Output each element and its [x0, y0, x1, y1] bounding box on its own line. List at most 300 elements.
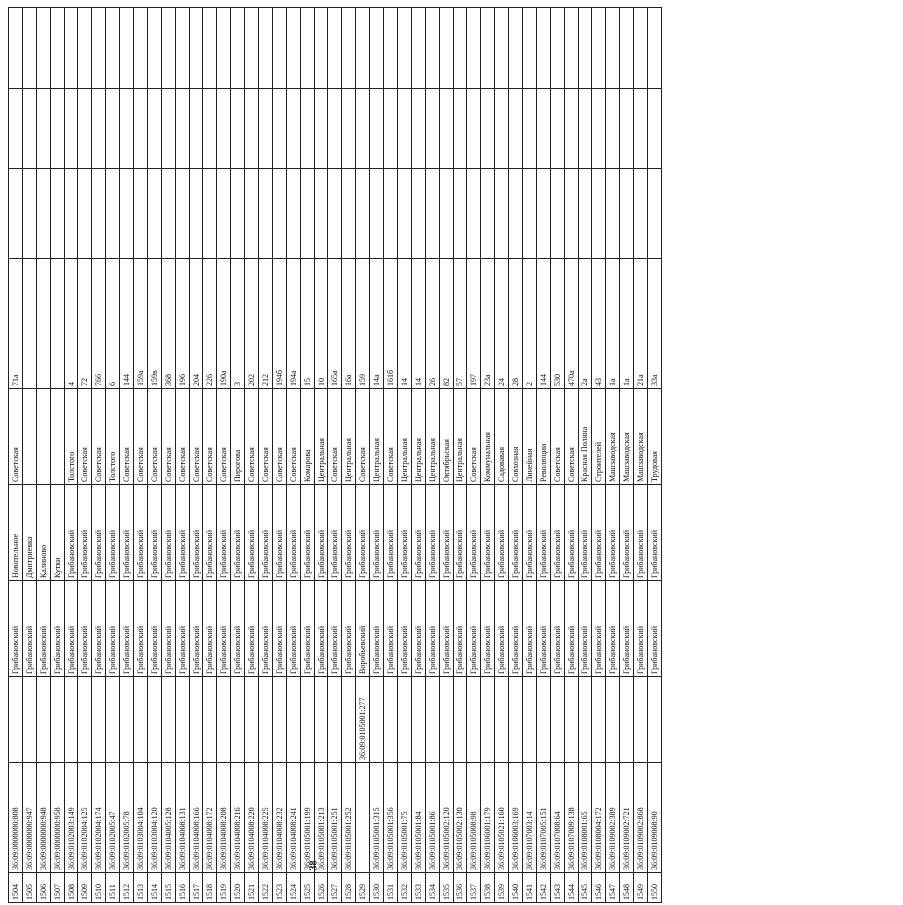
table-cell: 1516	[175, 873, 189, 903]
table-cell: 82	[439, 259, 453, 389]
table-row	[536, 8, 550, 903]
table-cell	[147, 89, 161, 169]
table-row	[92, 8, 106, 903]
table-cell	[272, 677, 286, 763]
table-cell: Советская	[550, 389, 564, 485]
table-cell	[300, 677, 314, 763]
table-cell: Совхозная	[509, 389, 523, 485]
table-cell	[259, 89, 273, 169]
table-cell: Советская	[78, 389, 92, 485]
table-cell: 1506	[36, 873, 50, 903]
table-cell: Грибановский	[175, 581, 189, 677]
table-cell	[245, 89, 259, 169]
table-cell	[592, 677, 606, 763]
table-row	[106, 8, 120, 903]
table-cell	[231, 169, 245, 259]
table-cell: 1535	[439, 873, 453, 903]
table-cell: Грибановский	[397, 485, 411, 581]
table-cell: 36:09:0105021:160	[495, 763, 509, 873]
table-cell: 36:09:0105001:199	[300, 763, 314, 873]
table-cell	[286, 677, 300, 763]
table-cell: 1а	[606, 259, 620, 389]
table-cell: 1521	[245, 873, 259, 903]
table-cell: 1505	[22, 873, 36, 903]
table-cell: Грибановский	[453, 485, 467, 581]
table-cell	[356, 169, 370, 259]
table-cell: Советская	[217, 389, 231, 485]
table-cell	[314, 8, 328, 89]
table-cell	[245, 169, 259, 259]
table-cell	[134, 89, 148, 169]
table-cell: 36:09:0108001:65	[578, 763, 592, 873]
table-cell: 36:09:0105001:75	[397, 763, 411, 873]
table-cell	[606, 89, 620, 169]
table-cell: Грибановский	[189, 485, 203, 581]
table-cell: 1527	[328, 873, 342, 903]
table-cell: 1550	[647, 873, 661, 903]
table-cell: 1540	[509, 873, 523, 903]
table-cell: 36:09:0105002:120	[439, 763, 453, 873]
table-cell: Грибановский	[106, 581, 120, 677]
table-cell	[467, 8, 481, 89]
table-cell: Грибановский	[300, 485, 314, 581]
table-cell	[425, 8, 439, 89]
table-cell: Грибановский	[217, 485, 231, 581]
table-cell	[356, 763, 370, 873]
table-cell	[272, 89, 286, 169]
table-row	[453, 8, 467, 903]
table-cell	[397, 89, 411, 169]
table-cell: Грибановский	[606, 581, 620, 677]
table-cell	[147, 169, 161, 259]
table-cell	[300, 89, 314, 169]
table-cell	[328, 677, 342, 763]
table-cell: Центральная	[411, 389, 425, 485]
table-cell: 1537	[467, 873, 481, 903]
table-cell	[120, 677, 134, 763]
table-cell: Грибановский	[231, 581, 245, 677]
table-row	[9, 8, 23, 903]
table-cell	[453, 89, 467, 169]
table-cell: 36:09:0104005:128	[161, 763, 175, 873]
table-cell: Грибановский	[134, 485, 148, 581]
table-cell: 1507	[50, 873, 64, 903]
table-cell: Дмитриевка	[22, 485, 36, 581]
table-cell	[50, 389, 64, 485]
table-cell: Грибановский	[272, 485, 286, 581]
table-cell: Грибановский	[64, 581, 78, 677]
table-cell: Грибановский	[606, 485, 620, 581]
table-cell: 28	[509, 259, 523, 389]
table-cell: Грибановский	[342, 485, 356, 581]
table-cell: Грибановский	[328, 581, 342, 677]
table-cell	[161, 677, 175, 763]
table-cell	[300, 169, 314, 259]
table-cell	[522, 677, 536, 763]
table-cell	[578, 677, 592, 763]
table-row	[64, 8, 78, 903]
table-cell	[425, 169, 439, 259]
table-cell: 144	[120, 259, 134, 389]
table-cell	[9, 8, 23, 89]
table-cell	[411, 8, 425, 89]
table-cell	[64, 8, 78, 89]
table-cell: Центральная	[314, 389, 328, 485]
table-cell: 36:09:0106001:179	[481, 763, 495, 873]
table-cell: Грибановский	[217, 581, 231, 677]
table-cell	[495, 8, 509, 89]
table-cell: Советская	[245, 389, 259, 485]
table-cell: Грибановский	[203, 485, 217, 581]
table-cell	[634, 677, 648, 763]
table-cell	[384, 89, 398, 169]
table-cell: Советская	[467, 389, 481, 485]
table-cell: 36:09:0105008:98	[467, 763, 481, 873]
table-cell: 36:09:0107008:64	[550, 763, 564, 873]
table-cell: 1541	[522, 873, 536, 903]
table-cell: Грибановский	[9, 581, 23, 677]
table-cell	[536, 89, 550, 169]
table-cell: 36:09:0000000:948	[36, 763, 50, 873]
table-cell: Советская	[9, 389, 23, 485]
table-cell	[356, 89, 370, 169]
table-row	[495, 8, 509, 903]
table-cell: 196	[175, 259, 189, 389]
table-cell: 36:09:0102005:78	[120, 763, 134, 873]
table-cell: 1519	[217, 873, 231, 903]
table-cell	[564, 89, 578, 169]
table-cell: Грибановский	[439, 485, 453, 581]
table-cell	[314, 89, 328, 169]
table-cell	[481, 169, 495, 259]
table-cell	[647, 677, 661, 763]
table-cell: 21а	[634, 259, 648, 389]
table-cell: Центральная	[370, 389, 384, 485]
table-cell	[634, 89, 648, 169]
table-cell: 212	[259, 259, 273, 389]
table-cell: 36:09:0104008:131	[175, 763, 189, 873]
table-cell: Грибановский	[314, 581, 328, 677]
table-cell: Грибановский	[620, 485, 634, 581]
table-cell: 36:09:0108004:172	[592, 763, 606, 873]
table-cell: 36:09:0104008:241	[286, 763, 300, 873]
table-cell: Садовавая	[495, 389, 509, 485]
table-cell: Грибановский	[647, 485, 661, 581]
table-cell	[384, 677, 398, 763]
table-cell	[22, 259, 36, 389]
table-cell: Центральная	[397, 389, 411, 485]
table-cell: 36:09:0000000:947	[22, 763, 36, 873]
table-cell	[467, 89, 481, 169]
table-cell: Советская	[189, 389, 203, 485]
registry-rows	[9, 8, 662, 903]
table-cell: Грибановский	[161, 485, 175, 581]
table-cell	[606, 677, 620, 763]
table-cell: Грибановский	[106, 485, 120, 581]
table-row	[22, 8, 36, 903]
table-cell: 190а	[217, 259, 231, 389]
table-cell: 1511	[106, 873, 120, 903]
table-cell: 1510	[92, 873, 106, 903]
table-cell	[175, 169, 189, 259]
table-cell: 16а	[342, 259, 356, 389]
table-cell: 470а	[564, 259, 578, 389]
table-cell: 36:09:0103004:120	[147, 763, 161, 873]
table-cell: Пирогова	[231, 389, 245, 485]
table-row	[36, 8, 50, 903]
table-cell: 1542	[536, 873, 550, 903]
table-cell: Грибановский	[425, 485, 439, 581]
table-row	[314, 8, 328, 903]
table-cell: 1545	[578, 873, 592, 903]
table-cell: 14а	[370, 259, 384, 389]
table-cell: Центральная	[342, 389, 356, 485]
table-row	[134, 8, 148, 903]
table-cell: 4	[64, 259, 78, 389]
table-row	[467, 8, 481, 903]
table-cell: 36:09:0104008:232	[272, 763, 286, 873]
table-row	[50, 8, 64, 903]
table-row	[259, 8, 273, 903]
table-cell: Грибановский	[439, 581, 453, 677]
table-cell: Комарова	[300, 389, 314, 485]
table-cell: 1515	[161, 873, 175, 903]
table-cell	[217, 677, 231, 763]
table-row	[245, 8, 259, 903]
table-cell	[620, 169, 634, 259]
table-cell: Калиново	[36, 485, 50, 581]
table-cell: 530	[550, 259, 564, 389]
table-cell: Грибановский	[189, 581, 203, 677]
table-cell	[411, 677, 425, 763]
table-cell: 202	[245, 259, 259, 389]
table-cell	[495, 677, 509, 763]
table-cell	[620, 677, 634, 763]
table-cell: 1523	[272, 873, 286, 903]
table-cell: Советская	[147, 389, 161, 485]
table-cell: Грибановский	[536, 485, 550, 581]
table-cell: 26	[425, 259, 439, 389]
table-cell: Строителей	[592, 389, 606, 485]
table-cell	[22, 389, 36, 485]
table-cell: Грибановский	[564, 485, 578, 581]
table-cell: Грибановский	[147, 581, 161, 677]
table-cell: 2а	[578, 259, 592, 389]
table-cell	[50, 169, 64, 259]
table-cell	[495, 169, 509, 259]
table-cell: Грибановский	[134, 581, 148, 677]
table-cell: 2	[522, 259, 536, 389]
table-cell: Грибановский	[92, 485, 106, 581]
table-cell: Советская	[161, 389, 175, 485]
table-cell	[286, 89, 300, 169]
table-cell: 3	[231, 259, 245, 389]
table-cell: 159	[356, 259, 370, 389]
table-cell: Машзаводская	[620, 389, 634, 485]
table-cell: Грибановский	[328, 485, 342, 581]
table-cell: 1529	[356, 873, 370, 903]
table-cell: Грибановский	[272, 581, 286, 677]
table-cell: Грибановский	[78, 485, 92, 581]
table-cell: Грибановский	[647, 581, 661, 677]
table-cell	[620, 8, 634, 89]
table-cell: 72	[78, 259, 92, 389]
table-cell: Революции	[536, 389, 550, 485]
table-cell: 36:09:0105001:84	[411, 763, 425, 873]
table-cell	[397, 169, 411, 259]
table-cell: 165а	[328, 259, 342, 389]
table-cell: 1525	[300, 873, 314, 903]
table-cell	[50, 8, 64, 89]
table-cell: Грибановский	[495, 581, 509, 677]
table-cell: Машзаводская	[606, 389, 620, 485]
table-cell: 204	[189, 259, 203, 389]
table-cell: Грибановский	[286, 581, 300, 677]
table-cell	[509, 8, 523, 89]
table-cell	[328, 89, 342, 169]
table-cell	[272, 169, 286, 259]
table-cell	[536, 169, 550, 259]
table-cell	[50, 89, 64, 169]
table-cell	[22, 677, 36, 763]
table-row	[203, 8, 217, 903]
table-cell: 36:09:0107003:14	[522, 763, 536, 873]
table-cell	[64, 89, 78, 169]
table-cell: 1528	[342, 873, 356, 903]
table-cell	[134, 677, 148, 763]
table-cell	[147, 8, 161, 89]
table-cell: Советская	[259, 389, 273, 485]
table-row	[578, 8, 592, 903]
table-cell	[550, 8, 564, 89]
table-cell: 1532	[397, 873, 411, 903]
table-cell	[439, 677, 453, 763]
table-cell	[356, 8, 370, 89]
table-cell: Грибановский	[620, 581, 634, 677]
table-row	[342, 8, 356, 903]
table-cell	[634, 169, 648, 259]
table-row	[328, 8, 342, 903]
table-cell: Красная Поляна	[578, 389, 592, 485]
table-cell: Грибановский	[592, 485, 606, 581]
table-cell: Грибановский	[578, 485, 592, 581]
table-cell	[314, 677, 328, 763]
table-cell	[134, 8, 148, 89]
table-row	[620, 8, 634, 903]
table-cell	[578, 89, 592, 169]
table-cell	[78, 677, 92, 763]
table-cell: Грибановский	[453, 581, 467, 677]
table-cell	[36, 8, 50, 89]
table-cell: 36:09:0109002:868	[634, 763, 648, 873]
table-cell: Линейная	[522, 389, 536, 485]
table-cell: 14	[411, 259, 425, 389]
table-cell	[203, 677, 217, 763]
table-cell: 1548	[620, 873, 634, 903]
table-cell: 24	[495, 259, 509, 389]
table-cell	[495, 89, 509, 169]
table-cell	[189, 89, 203, 169]
table-cell	[106, 677, 120, 763]
table-cell: 368	[161, 259, 175, 389]
table-cell	[453, 169, 467, 259]
table-cell	[439, 8, 453, 89]
table-cell	[370, 8, 384, 89]
table-cell: Грибановский	[467, 581, 481, 677]
table-row	[411, 8, 425, 903]
table-cell: Грибановский	[509, 581, 523, 677]
table-cell	[592, 89, 606, 169]
table-cell	[453, 8, 467, 89]
table-cell: Грибановский	[550, 485, 564, 581]
table-cell: Центральная	[425, 389, 439, 485]
table-cell: Советская	[384, 389, 398, 485]
table-cell: Грибановский	[245, 581, 259, 677]
table-cell	[259, 8, 273, 89]
table-cell: Грибановский	[481, 485, 495, 581]
table-cell	[92, 8, 106, 89]
table-cell	[606, 169, 620, 259]
table-cell: 36:09:0107005:151	[536, 763, 550, 873]
table-cell	[9, 677, 23, 763]
table-cell: Грибановский	[314, 485, 328, 581]
table-cell: 194а	[286, 259, 300, 389]
table-cell	[564, 8, 578, 89]
table-row	[592, 8, 606, 903]
table-cell: Грибановский	[120, 485, 134, 581]
table-cell	[370, 89, 384, 169]
table-cell: 36:09:0106003:169	[509, 763, 523, 873]
table-cell	[161, 8, 175, 89]
table-cell: Грибановский	[22, 581, 36, 677]
table-cell: 1549	[634, 873, 648, 903]
table-cell: Грибановский	[286, 485, 300, 581]
table-cell: 15	[300, 259, 314, 389]
table-row	[509, 8, 523, 903]
table-cell	[481, 89, 495, 169]
table-cell	[106, 8, 120, 89]
registry-table	[8, 7, 662, 903]
table-cell	[78, 8, 92, 89]
table-cell: Советская	[175, 389, 189, 485]
table-cell	[481, 677, 495, 763]
table-cell: 36:09:0109008:90	[647, 763, 661, 873]
table-cell: 36:09:0105001:356	[384, 763, 398, 873]
table-cell	[370, 169, 384, 259]
table-cell: Грибановский	[397, 581, 411, 677]
table-cell: Грибановский	[384, 485, 398, 581]
table-cell	[36, 89, 50, 169]
table-cell	[231, 677, 245, 763]
table-cell: Грибановский	[175, 485, 189, 581]
table-row	[300, 8, 314, 903]
table-cell	[22, 169, 36, 259]
table-cell	[189, 8, 203, 89]
table-cell: 1526	[314, 873, 328, 903]
table-cell	[9, 169, 23, 259]
table-cell	[106, 169, 120, 259]
table-cell: Центральная	[453, 389, 467, 485]
table-cell: Грибановский	[342, 581, 356, 677]
table-cell: 159в	[147, 259, 161, 389]
table-cell: Советская	[203, 389, 217, 485]
table-cell: 36:09:0000000:808	[9, 763, 23, 873]
table-cell	[120, 8, 134, 89]
table-row	[481, 8, 495, 903]
table-cell	[9, 89, 23, 169]
table-cell: Толстого	[106, 389, 120, 485]
table-cell	[78, 169, 92, 259]
